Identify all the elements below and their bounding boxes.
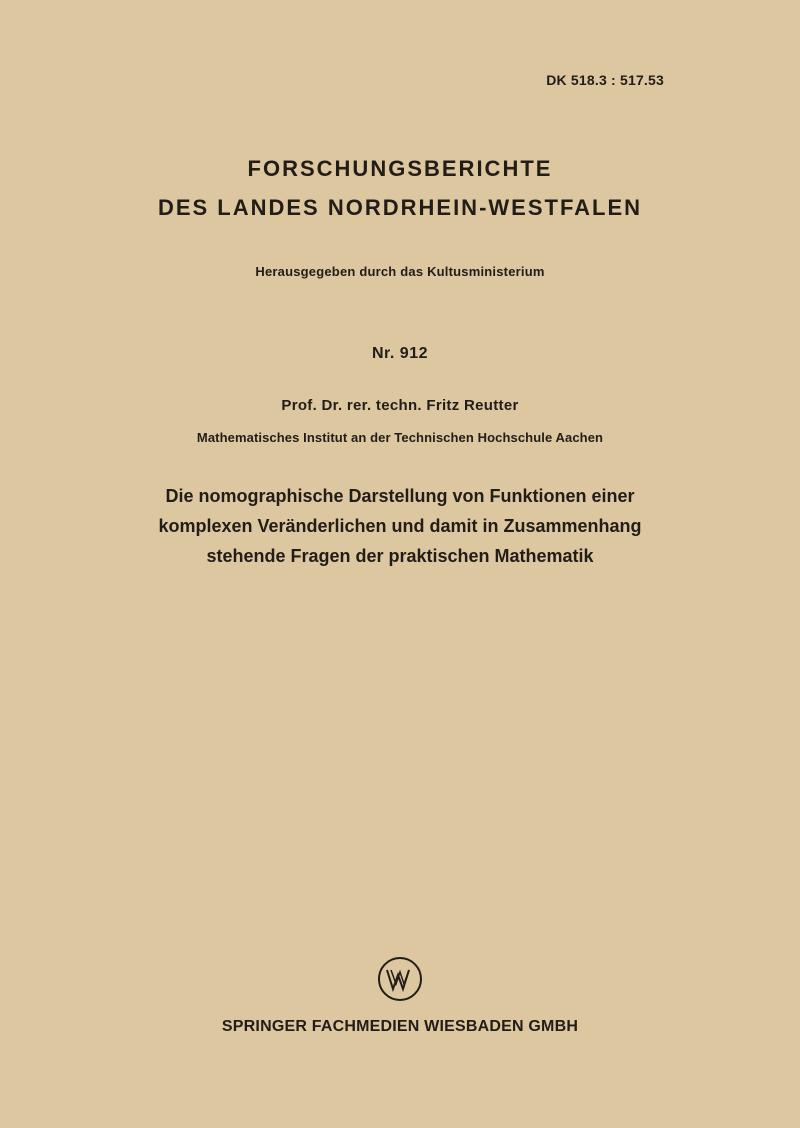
title-line-2: komplexen Veränderlichen und damit in Zusammenhang — [158, 516, 642, 536]
title-line-3: stehende Fragen der praktischen Mathematik — [206, 546, 594, 566]
publisher-logo-icon — [376, 955, 424, 1003]
author-institute: Mathematisches Institut an der Technischen Hochschule Aachen — [196, 430, 604, 445]
classification-code: DK 518.3 : 517.53 — [546, 72, 664, 88]
report-number: Nr. 912 — [372, 345, 428, 362]
series-title-line-2: DES LANDES NORDRHEIN-WESTFALEN — [157, 195, 643, 220]
title-line-1: Die nomographische Darstellung von Funktionen einer — [165, 486, 635, 506]
editor-note: Herausgegeben durch das Kultusministerium — [255, 264, 545, 279]
book-title — [0, 481, 800, 571]
series-title-line-1: FORSCHUNGSBERICHTE — [247, 156, 553, 181]
author-name: Prof. Dr. rer. techn. Fritz Reutter — [281, 397, 519, 414]
publisher-name: SPRINGER FACHMEDIEN WIESBADEN GMBH — [221, 1018, 579, 1035]
